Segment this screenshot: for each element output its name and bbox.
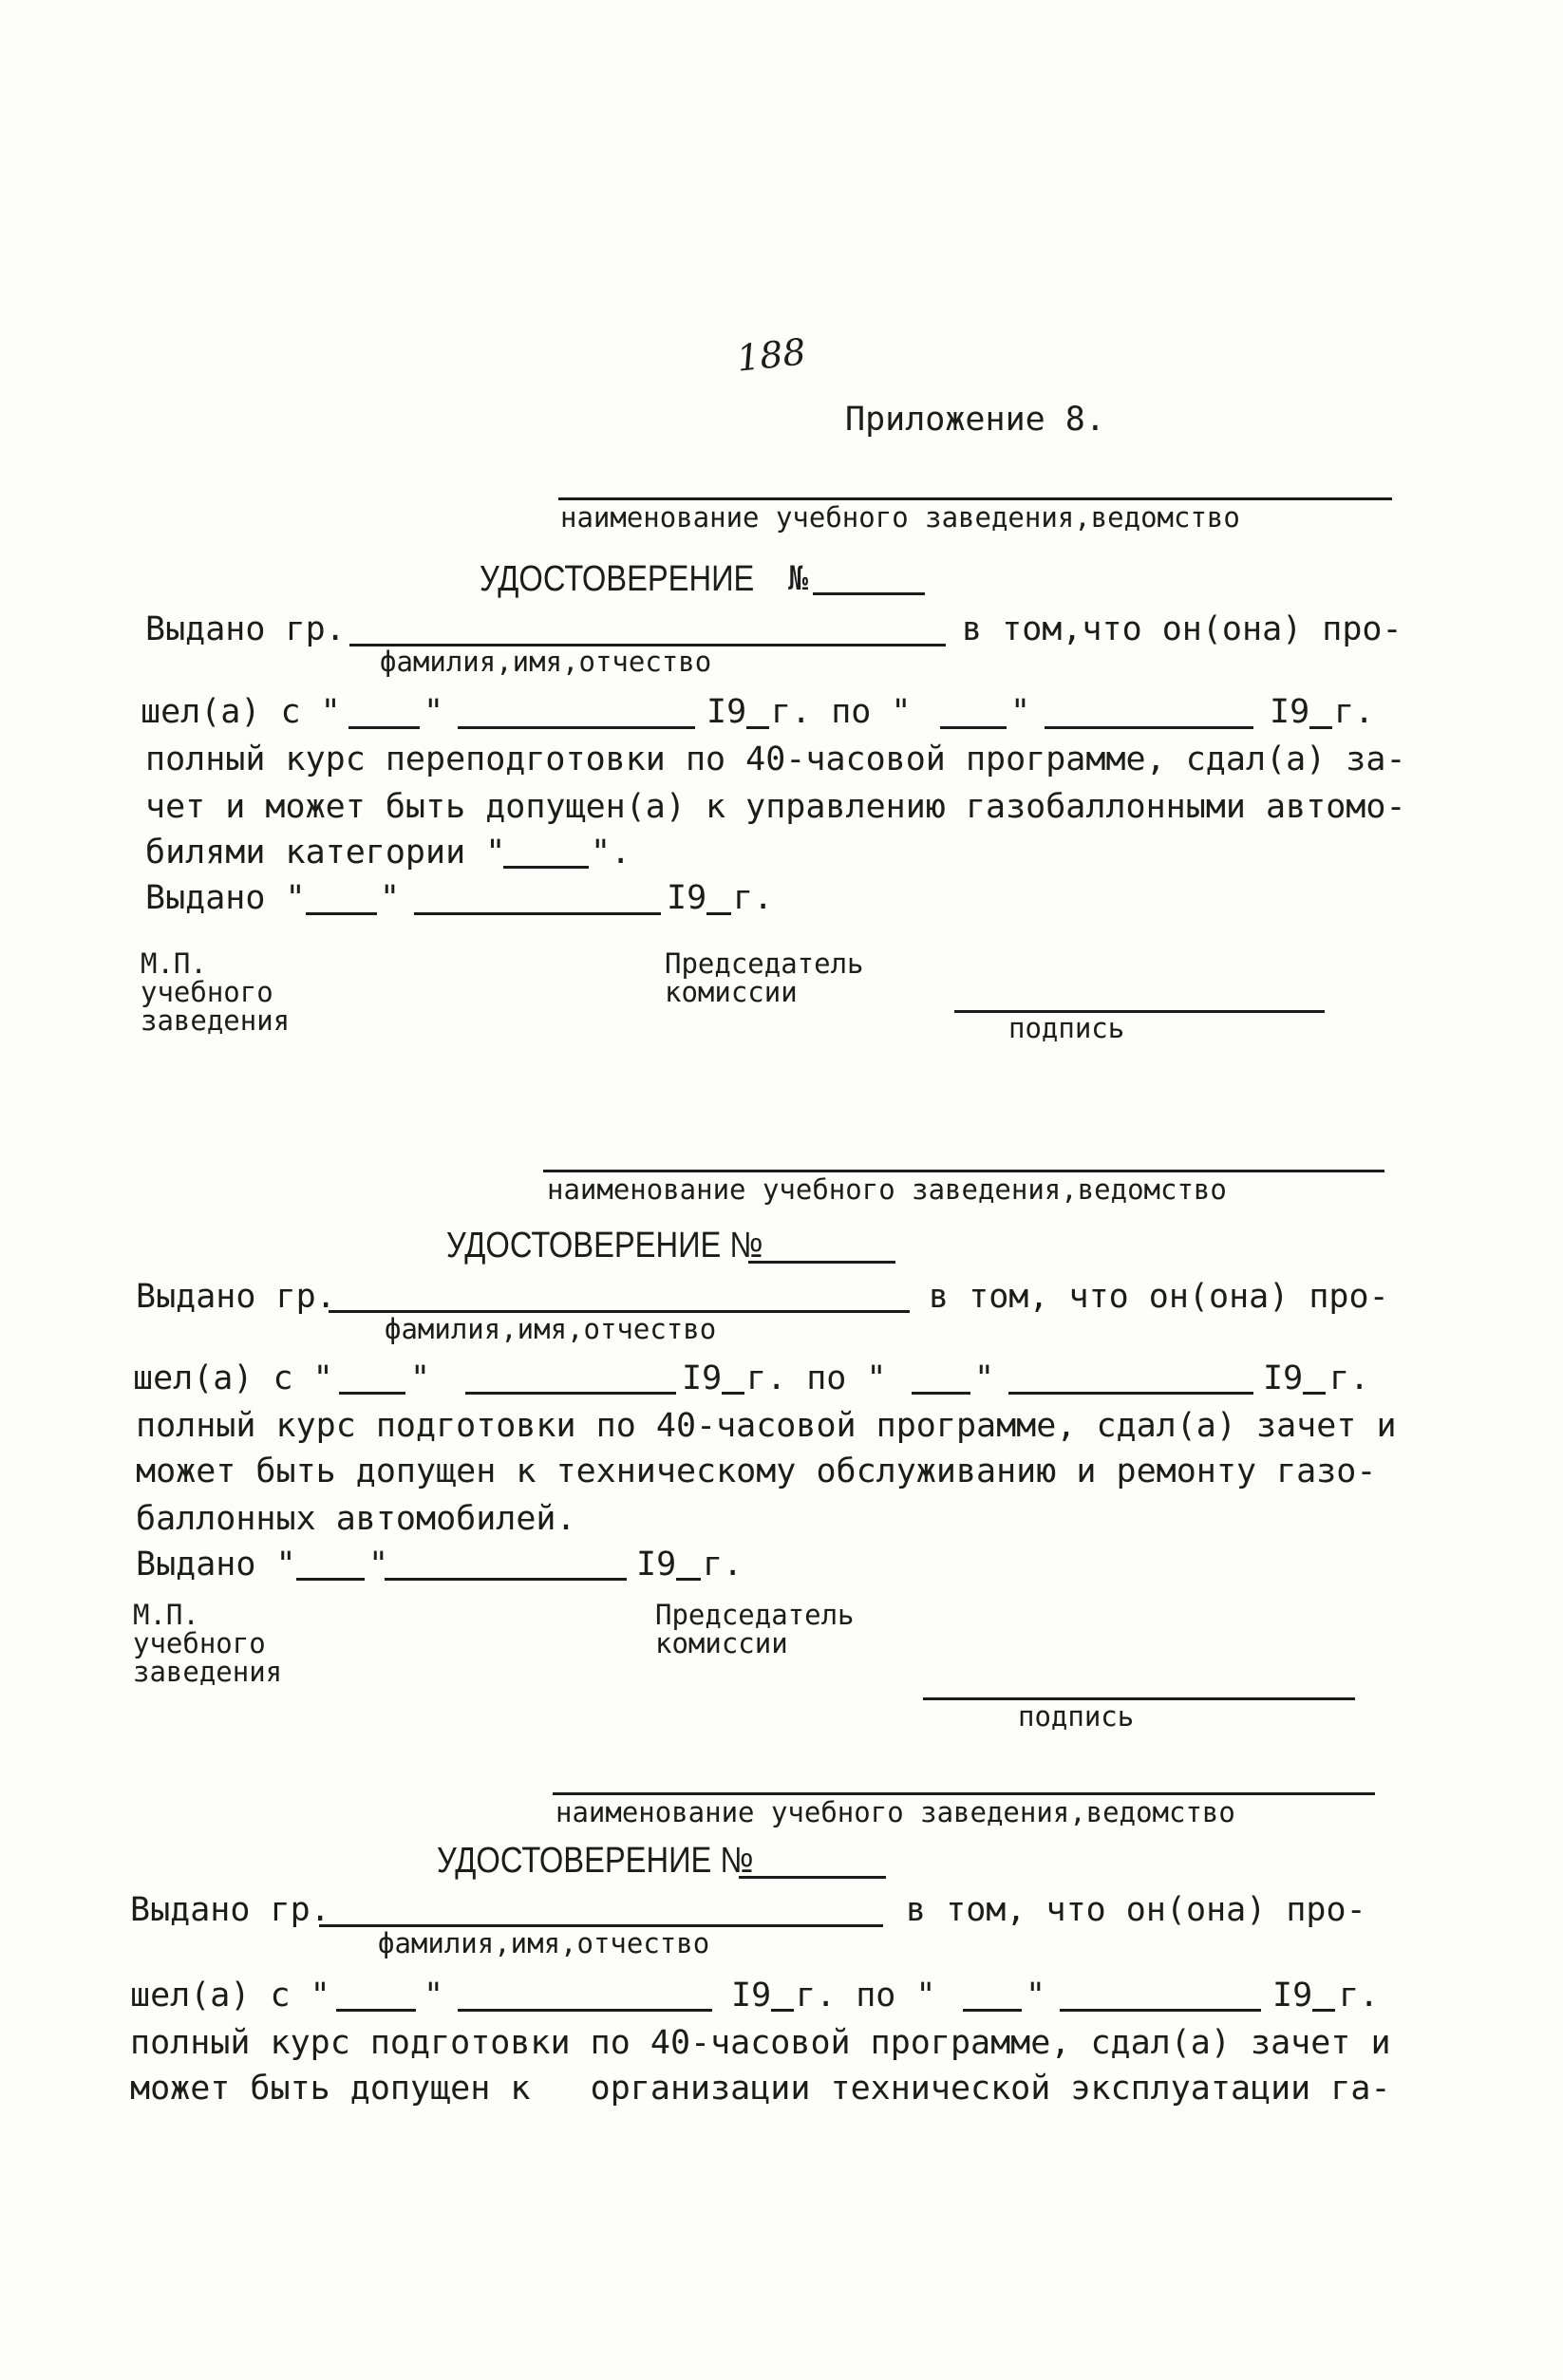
year-from-line	[746, 726, 769, 729]
quote: "	[368, 1546, 389, 1584]
fio-caption: фамилия,имя,отчество	[385, 1313, 717, 1345]
issued-year-line	[706, 912, 731, 915]
in-that-text: в том,что он(она) про-	[962, 610, 1403, 648]
quote: "	[424, 1977, 444, 2015]
fio-caption: фамилия,имя,отчество	[378, 1927, 710, 1959]
page-number: 188	[734, 330, 808, 380]
stamp-label: М.П.	[133, 1599, 199, 1631]
month-to-line	[1008, 1392, 1253, 1395]
issued-to-label: Выдано гр.	[130, 1891, 330, 1929]
institution-caption: наименование учебного заведения,ведомство	[560, 501, 1240, 534]
day-from-line	[348, 726, 420, 729]
appendix-label: Приложение 8.	[845, 401, 1105, 439]
month-to-line	[1060, 2009, 1261, 2012]
body-line: полный курс подготовки по 40-часовой программе, сдал(а) зачет и	[130, 2024, 1391, 2062]
day-to-line	[963, 2009, 1022, 2012]
quote: "	[410, 1359, 431, 1397]
day-from-line	[336, 2009, 416, 2012]
issued-label: Выдано "	[145, 879, 306, 917]
year-prefix: I9	[636, 1546, 677, 1584]
body-line: может быть допущен к техническому обслуживанию и ремонту газо-	[136, 1452, 1377, 1490]
quote: "	[974, 1359, 995, 1397]
chairman-label: Председатель	[665, 947, 864, 980]
issued-month-line	[385, 1578, 627, 1581]
year-suffix: г.	[733, 879, 774, 917]
institution-line	[558, 497, 1392, 500]
year-to-line	[1309, 726, 1332, 729]
number-line	[748, 1261, 895, 1264]
issued-label: Выдано "	[136, 1546, 296, 1584]
number-line	[813, 592, 925, 595]
year-suffix: г.	[1339, 1977, 1380, 2015]
passed-from-label: шел(а) с "	[133, 1359, 333, 1397]
chairman-label: Председатель	[655, 1599, 855, 1631]
category-label: билями категории "	[145, 834, 506, 871]
stamp-label: заведения	[141, 1004, 291, 1037]
passed-from-label: шел(а) с "	[130, 1977, 330, 2015]
day-to-line	[940, 726, 1007, 729]
stamp-label: заведения	[133, 1656, 283, 1688]
issued-day-line	[296, 1578, 365, 1581]
year-suffix: г.	[703, 1546, 744, 1584]
in-that-text: в том, что он(она) про-	[929, 1278, 1389, 1316]
issued-to-label: Выдано гр.	[136, 1278, 336, 1316]
number-line	[739, 1876, 886, 1879]
issued-month-line	[414, 912, 661, 915]
to-label: г. по "	[796, 1977, 936, 2015]
body-line: полный курс переподготовки по 40-часовой программе, сдал(а) за-	[145, 740, 1406, 778]
category-end: ".	[591, 834, 631, 871]
in-that-text: в том, что он(она) про-	[906, 1891, 1366, 1929]
month-from-line	[465, 1392, 676, 1395]
institution-line	[553, 1792, 1375, 1795]
year-prefix: I9	[731, 1977, 772, 2015]
body-line: может быть допущен к организации технической эксплуатации га-	[130, 2070, 1391, 2108]
stamp-label: учебного	[141, 976, 273, 1008]
month-from-line	[458, 726, 695, 729]
body-line: полный курс подготовки по 40-часовой программе, сдал(а) зачет и	[136, 1407, 1397, 1445]
year-from-line	[722, 1392, 744, 1395]
institution-caption: наименование учебного заведения,ведомство	[556, 1796, 1235, 1828]
year-prefix: I9	[1263, 1359, 1304, 1397]
passed-from-label: шел(а) с "	[141, 693, 341, 731]
issued-year-line	[676, 1578, 701, 1581]
day-to-line	[912, 1392, 970, 1395]
body-line: чет и может быть допущен(а) к управлению газобаллонными автомо-	[145, 788, 1406, 826]
year-to-line	[1312, 2009, 1335, 2012]
chairman-label: комиссии	[655, 1627, 788, 1659]
stamp-label: учебного	[133, 1627, 266, 1659]
stamp-label: М.П.	[141, 947, 207, 980]
year-prefix: I9	[706, 693, 747, 731]
quote: "	[1026, 1977, 1046, 2015]
quote: "	[380, 879, 401, 917]
issued-day-line	[306, 912, 377, 915]
year-prefix: I9	[1272, 1977, 1313, 2015]
to-label: г. по "	[746, 1359, 887, 1397]
year-suffix: г.	[1334, 693, 1375, 731]
year-from-line	[771, 2009, 794, 2012]
month-from-line	[458, 2009, 712, 2012]
to-label: г. по "	[771, 693, 912, 731]
signature-caption: подпись	[1008, 1012, 1125, 1044]
year-suffix: г.	[1329, 1359, 1370, 1397]
quote: "	[424, 693, 444, 731]
certificate-title: УДОСТОВЕРЕНИЕ	[480, 559, 755, 599]
day-from-line	[339, 1392, 405, 1395]
fio-caption: фамилия,имя,отчество	[380, 646, 712, 678]
signature-line	[923, 1697, 1355, 1700]
year-prefix: I9	[667, 879, 707, 917]
quote: "	[1010, 693, 1031, 731]
institution-line	[543, 1170, 1384, 1172]
year-to-line	[1303, 1392, 1326, 1395]
number-sign: №	[788, 560, 809, 598]
chairman-label: комиссии	[665, 976, 798, 1008]
year-prefix: I9	[1270, 693, 1310, 731]
body-line: баллонных автомобилей.	[136, 1500, 576, 1538]
issued-to-label: Выдано гр.	[145, 610, 346, 648]
signature-caption: подпись	[1018, 1700, 1135, 1733]
month-to-line	[1045, 726, 1253, 729]
institution-caption: наименование учебного заведения,ведомство	[547, 1173, 1227, 1206]
certificate-title: УДОСТОВЕРЕНИЕ №	[437, 1841, 754, 1881]
year-prefix: I9	[682, 1359, 723, 1397]
certificate-title: УДОСТОВЕРЕНИЕ №	[446, 1226, 763, 1265]
category-line	[503, 866, 589, 869]
